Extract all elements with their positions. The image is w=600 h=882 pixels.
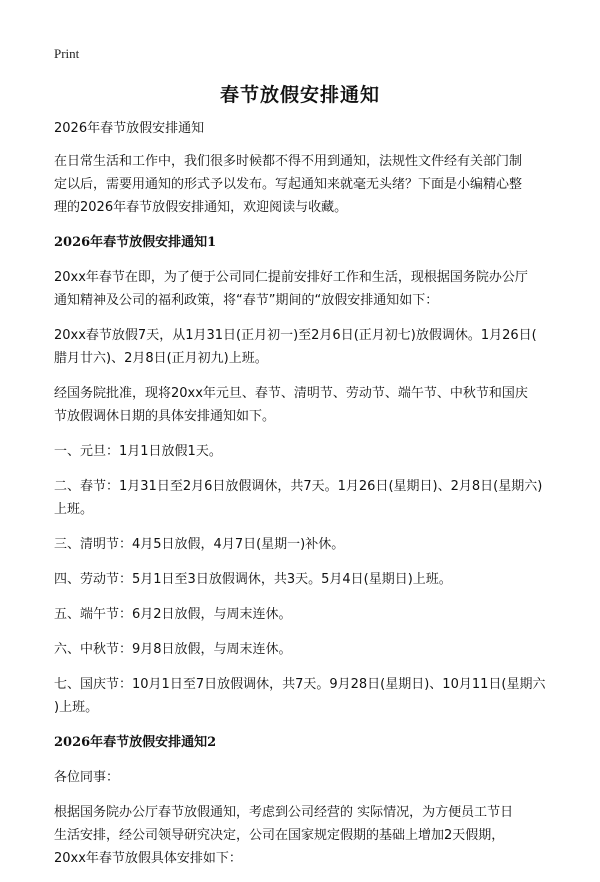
intro-paragraph: 在日常生活和工作中，我们很多时候都不得不用到通知，法规性文件经有关部门制 定以后，需要用通知的形式予以发布。写起通知来就毫无头绪？下面是小编精心整 理的2026年春节放假安排通知，欢迎阅读与收藏。 [54, 154, 523, 215]
holiday-item-labor-day: 四、劳动节：5月1日至3日放假调休，共3天。5月4日(星期日)上班。 [54, 572, 452, 587]
document-subtitle: 2026年春节放假安排通知 [54, 121, 205, 136]
section2-greeting: 各位同事： [54, 770, 120, 785]
holiday-item-national-day: 七、国庆节：10月1日至7日放假调休，共7天。9月28日(星期日)、10月11日(星期六 )上班。 [54, 677, 546, 715]
print-link[interactable]: Print [54, 46, 80, 61]
page-title: 春节放假安排通知 [219, 84, 380, 106]
section2-heading: 2026年春节放假安排通知2 [54, 735, 217, 750]
holiday-item-dragon-boat: 五、端午节：6月2日放假，与周末连休。 [54, 607, 292, 622]
document-body [54, 118, 554, 882]
section1-paragraph-1: 20xx年春节在即，为了便于公司同仁提前安排好工作和生活，现根据国务院办公厅 通知精神及公司的福利政策，将“春节”期间的“放假安排通知如下： [54, 270, 528, 308]
holiday-item-qingming: 三、清明节：4月5日放假，4月7日(星期一)补休。 [54, 537, 345, 552]
section1-paragraph-3: 经国务院批准，现将20xx年元旦、春节、清明节、劳动节、端午节、中秋节和国庆 节放假调休日期的具体安排通知如下。 [54, 386, 528, 424]
holiday-item-spring-festival: 二、春节：1月31日至2月6日放假调休，共7天。1月26日(星期日)、2月8日(星期六) 上班。 [54, 479, 543, 517]
section1-heading: 2026年春节放假安排通知1 [54, 235, 217, 250]
holiday-item-mid-autumn: 六、中秋节：9月8日放假，与周末连休。 [54, 642, 292, 657]
section2-paragraph-1: 根据国务院办公厅春节放假通知，考虑到公司经营的 实际情况，为方便员工节日 生活安排，经公司领导研究决定，公司在国家规定假期的基础上增加2天假期， 20xx年春节放假具体安排如下： [54, 805, 514, 866]
holiday-item-new-year: 一、元旦：1月1日放假1天。 [54, 444, 222, 459]
section1-paragraph-2: 20xx春节放假7天，从1月31日(正月初一)至2月6日(正月初七)放假调休。1月26日( 腊月廿六)、2月8日(正月初九)上班。 [54, 328, 537, 366]
